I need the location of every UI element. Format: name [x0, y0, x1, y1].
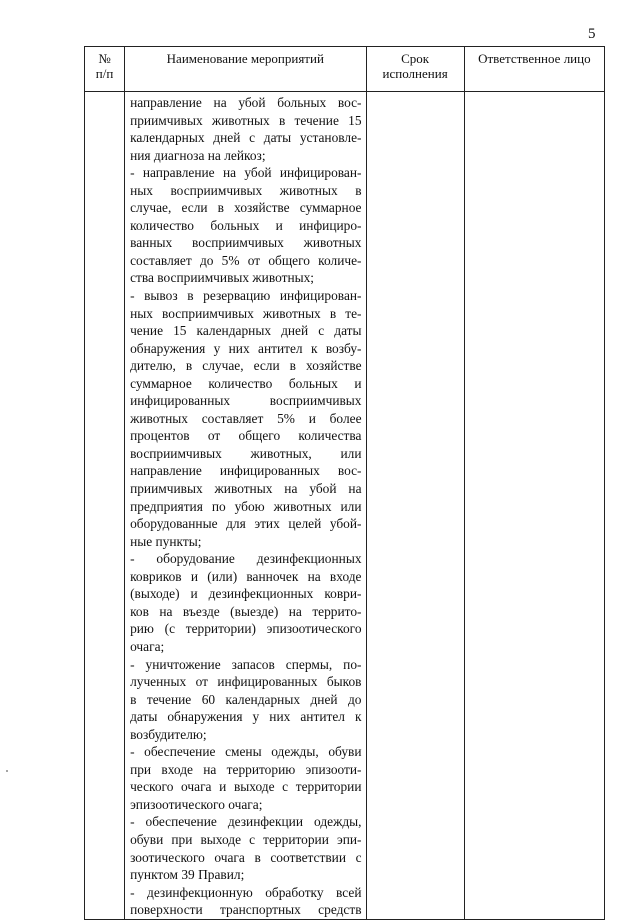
header-num	[85, 47, 125, 92]
measures-line: инфицированных восприимчивых	[130, 393, 362, 409]
measures-line: - уничтожение запасов спермы, по-	[130, 656, 362, 672]
measures-line: даты обнаружения у них антител к	[130, 709, 362, 725]
cell-deadline	[366, 92, 464, 920]
measures-line: обнаружения у них антител к возбу-	[130, 340, 362, 356]
measures-line: случае, если в хозяйстве суммарное	[130, 200, 362, 216]
cell-measures	[125, 92, 366, 920]
measures-line: оборудованные для этих целей убой-	[130, 516, 362, 532]
measures-line: ния диагноза на лейкоз;	[130, 147, 266, 163]
header-responsible: Ответственное лицо	[464, 47, 604, 92]
header-name: Наименование мероприятий	[125, 47, 366, 92]
measures-line: составляет до 5% от общего количе-	[130, 252, 362, 268]
measures-line: ковриков и (или) ванночек на входе	[130, 568, 362, 584]
measures-line: ков на въезде (выезде) на террито-	[130, 603, 362, 619]
header-deadline-line1: Срок	[401, 51, 430, 66]
table-header-row	[85, 47, 605, 92]
measures-line: восприимчивых животных, или	[130, 445, 362, 461]
scan-speck	[6, 770, 8, 772]
measures-line: ческого очага и выходе с территории	[130, 779, 362, 795]
measures-line: - обеспечение дезинфекции одежды,	[130, 814, 362, 830]
measures-line: ные пункты;	[130, 533, 202, 549]
measures-line: в течение 60 календарных дней до	[130, 691, 362, 707]
measures-line: ных восприимчивых животных в	[130, 182, 362, 198]
measures-line: суммарное количество больных и	[130, 375, 362, 391]
measures-line: поверхности транспортных средств	[130, 902, 362, 918]
measures-line: очага;	[130, 638, 165, 654]
measures-line: эпизоотического очага;	[130, 796, 263, 812]
measures-line: предприятия по убою животных или	[130, 498, 362, 514]
table-row	[85, 92, 605, 920]
measures-line: приимчивых животных в течение 15	[130, 112, 362, 128]
measures-line: лученных от инфицированных быков	[130, 674, 362, 690]
measures-line: обуви при выходе с территории эпи-	[130, 831, 362, 847]
measures-line: процентов от общего количества	[130, 428, 362, 444]
measures-line: рию (с территории) эпизоотического	[130, 621, 362, 637]
measures-text	[130, 94, 361, 919]
measures-line: дителю, в случае, если в хозяйстве	[130, 358, 362, 374]
measures-line: ных восприимчивых животных в те-	[130, 305, 362, 321]
measures-line: - обеспечение смены одежды, обуви	[130, 744, 362, 760]
header-num-line1: №	[98, 51, 111, 66]
measures-line: (выходе) и дезинфекционных коври-	[130, 586, 362, 602]
measures-line: направление на убой больных вос-	[130, 95, 362, 110]
measures-line: - дезинфекционную обработку всей	[130, 884, 362, 900]
cell-num	[85, 92, 125, 920]
measures-line: зоотического очага в соответствии с	[130, 849, 362, 865]
measures-line: ства восприимчивых животных;	[130, 270, 315, 286]
measures-line: - направление на убой инфицирован-	[130, 165, 362, 181]
measures-line: возбудителю;	[130, 726, 207, 742]
page-number: 5	[588, 26, 596, 42]
measures-line: пунктом 39 Правил;	[130, 867, 245, 883]
cell-responsible	[464, 92, 604, 920]
measures-line: направление инфицированных вос-	[130, 463, 362, 479]
header-deadline	[366, 47, 464, 92]
measures-line: животных составляет 5% и более	[130, 410, 362, 426]
measures-line: - вывоз в резервацию инфицирован-	[130, 288, 362, 304]
measures-line: количество больных и инфициро-	[130, 217, 362, 233]
header-num-line2: п/п	[95, 66, 114, 81]
measures-line: чение 15 календарных дней с даты	[130, 323, 362, 339]
measures-line: приимчивых животных на убой на	[130, 481, 362, 497]
measures-line: при входе на территорию эпизооти-	[130, 761, 362, 777]
measures-line: ванных восприимчивых животных	[130, 235, 362, 251]
measures-table	[84, 46, 605, 920]
header-deadline-line2: исполнения	[382, 66, 448, 81]
measures-line: - оборудование дезинфекционных	[130, 551, 362, 567]
measures-line: календарных дней с даты установле-	[130, 130, 362, 146]
